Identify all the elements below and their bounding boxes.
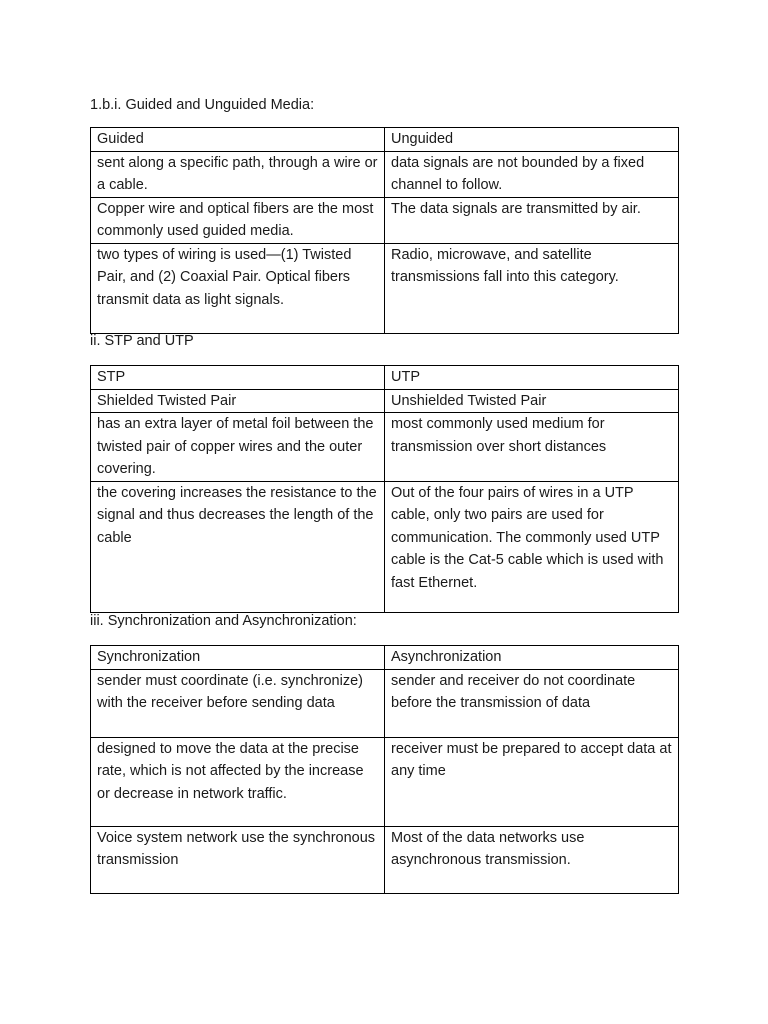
table-cell: sender and receiver do not coordinate before the transmission of data: [385, 669, 679, 737]
sync-async-table: [90, 645, 679, 894]
table-row: [91, 413, 679, 482]
table-cell: Radio, microwave, and satellite transmissions fall into this category.: [385, 243, 679, 333]
section-3-heading: iii. Synchronization and Asynchronization:: [90, 613, 357, 629]
table-row: [91, 481, 679, 612]
table-cell: Synchronization: [91, 646, 385, 670]
table-row: [91, 646, 679, 670]
stp-utp-table: [90, 365, 679, 613]
table-cell: most commonly used medium for transmission over short distances: [385, 413, 679, 482]
guided-unguided-table: [90, 127, 679, 334]
table-cell: the covering increases the resistance to the signal and thus decreases the length of the cable: [91, 481, 385, 612]
table-row: [91, 128, 679, 152]
table-cell: sent along a specific path, through a wire or a cable.: [91, 151, 385, 197]
table-cell: The data signals are transmitted by air.: [385, 197, 679, 243]
table-cell: Asynchronization: [385, 646, 679, 670]
table-row: [91, 737, 679, 826]
table-cell: sender must coordinate (i.e. synchronize) with the receiver before sending data: [91, 669, 385, 737]
table-row: [91, 826, 679, 893]
table-row: [91, 151, 679, 197]
section-1-heading: 1.b.i. Guided and Unguided Media:: [90, 97, 315, 113]
table-cell: two types of wiring is used—(1) Twisted Pair, and (2) Coaxial Pair. Optical fibers transmit data as light signals.: [91, 243, 385, 333]
table-cell: receiver must be prepared to accept data at any time: [385, 737, 679, 826]
table-cell: Out of the four pairs of wires in a UTP cable, only two pairs are used for communication. The commonly used UTP cable is the Cat-5 cable which is used with fast Ethernet.: [385, 481, 679, 612]
section-2-heading: ii. STP and UTP: [90, 333, 194, 349]
table-row: [91, 366, 679, 390]
table-cell: Voice system network use the synchronous transmission: [91, 826, 385, 893]
table-cell: Guided: [91, 128, 385, 152]
table-cell: Most of the data networks use asynchronous transmission.: [385, 826, 679, 893]
table-row: [91, 243, 679, 333]
table-cell: has an extra layer of metal foil between the twisted pair of copper wires and the outer covering.: [91, 413, 385, 482]
table-row: [91, 669, 679, 737]
table-cell: Copper wire and optical fibers are the most commonly used guided media.: [91, 197, 385, 243]
table-cell: data signals are not bounded by a fixed channel to follow.: [385, 151, 679, 197]
table-cell: UTP: [385, 366, 679, 390]
table-cell: Unshielded Twisted Pair: [385, 389, 679, 413]
table-row: [91, 197, 679, 243]
table-row: [91, 389, 679, 413]
table-cell: Unguided: [385, 128, 679, 152]
table-cell: STP: [91, 366, 385, 390]
table-cell: designed to move the data at the precise rate, which is not affected by the increase or decrease in network traffic.: [91, 737, 385, 826]
table-cell: Shielded Twisted Pair: [91, 389, 385, 413]
